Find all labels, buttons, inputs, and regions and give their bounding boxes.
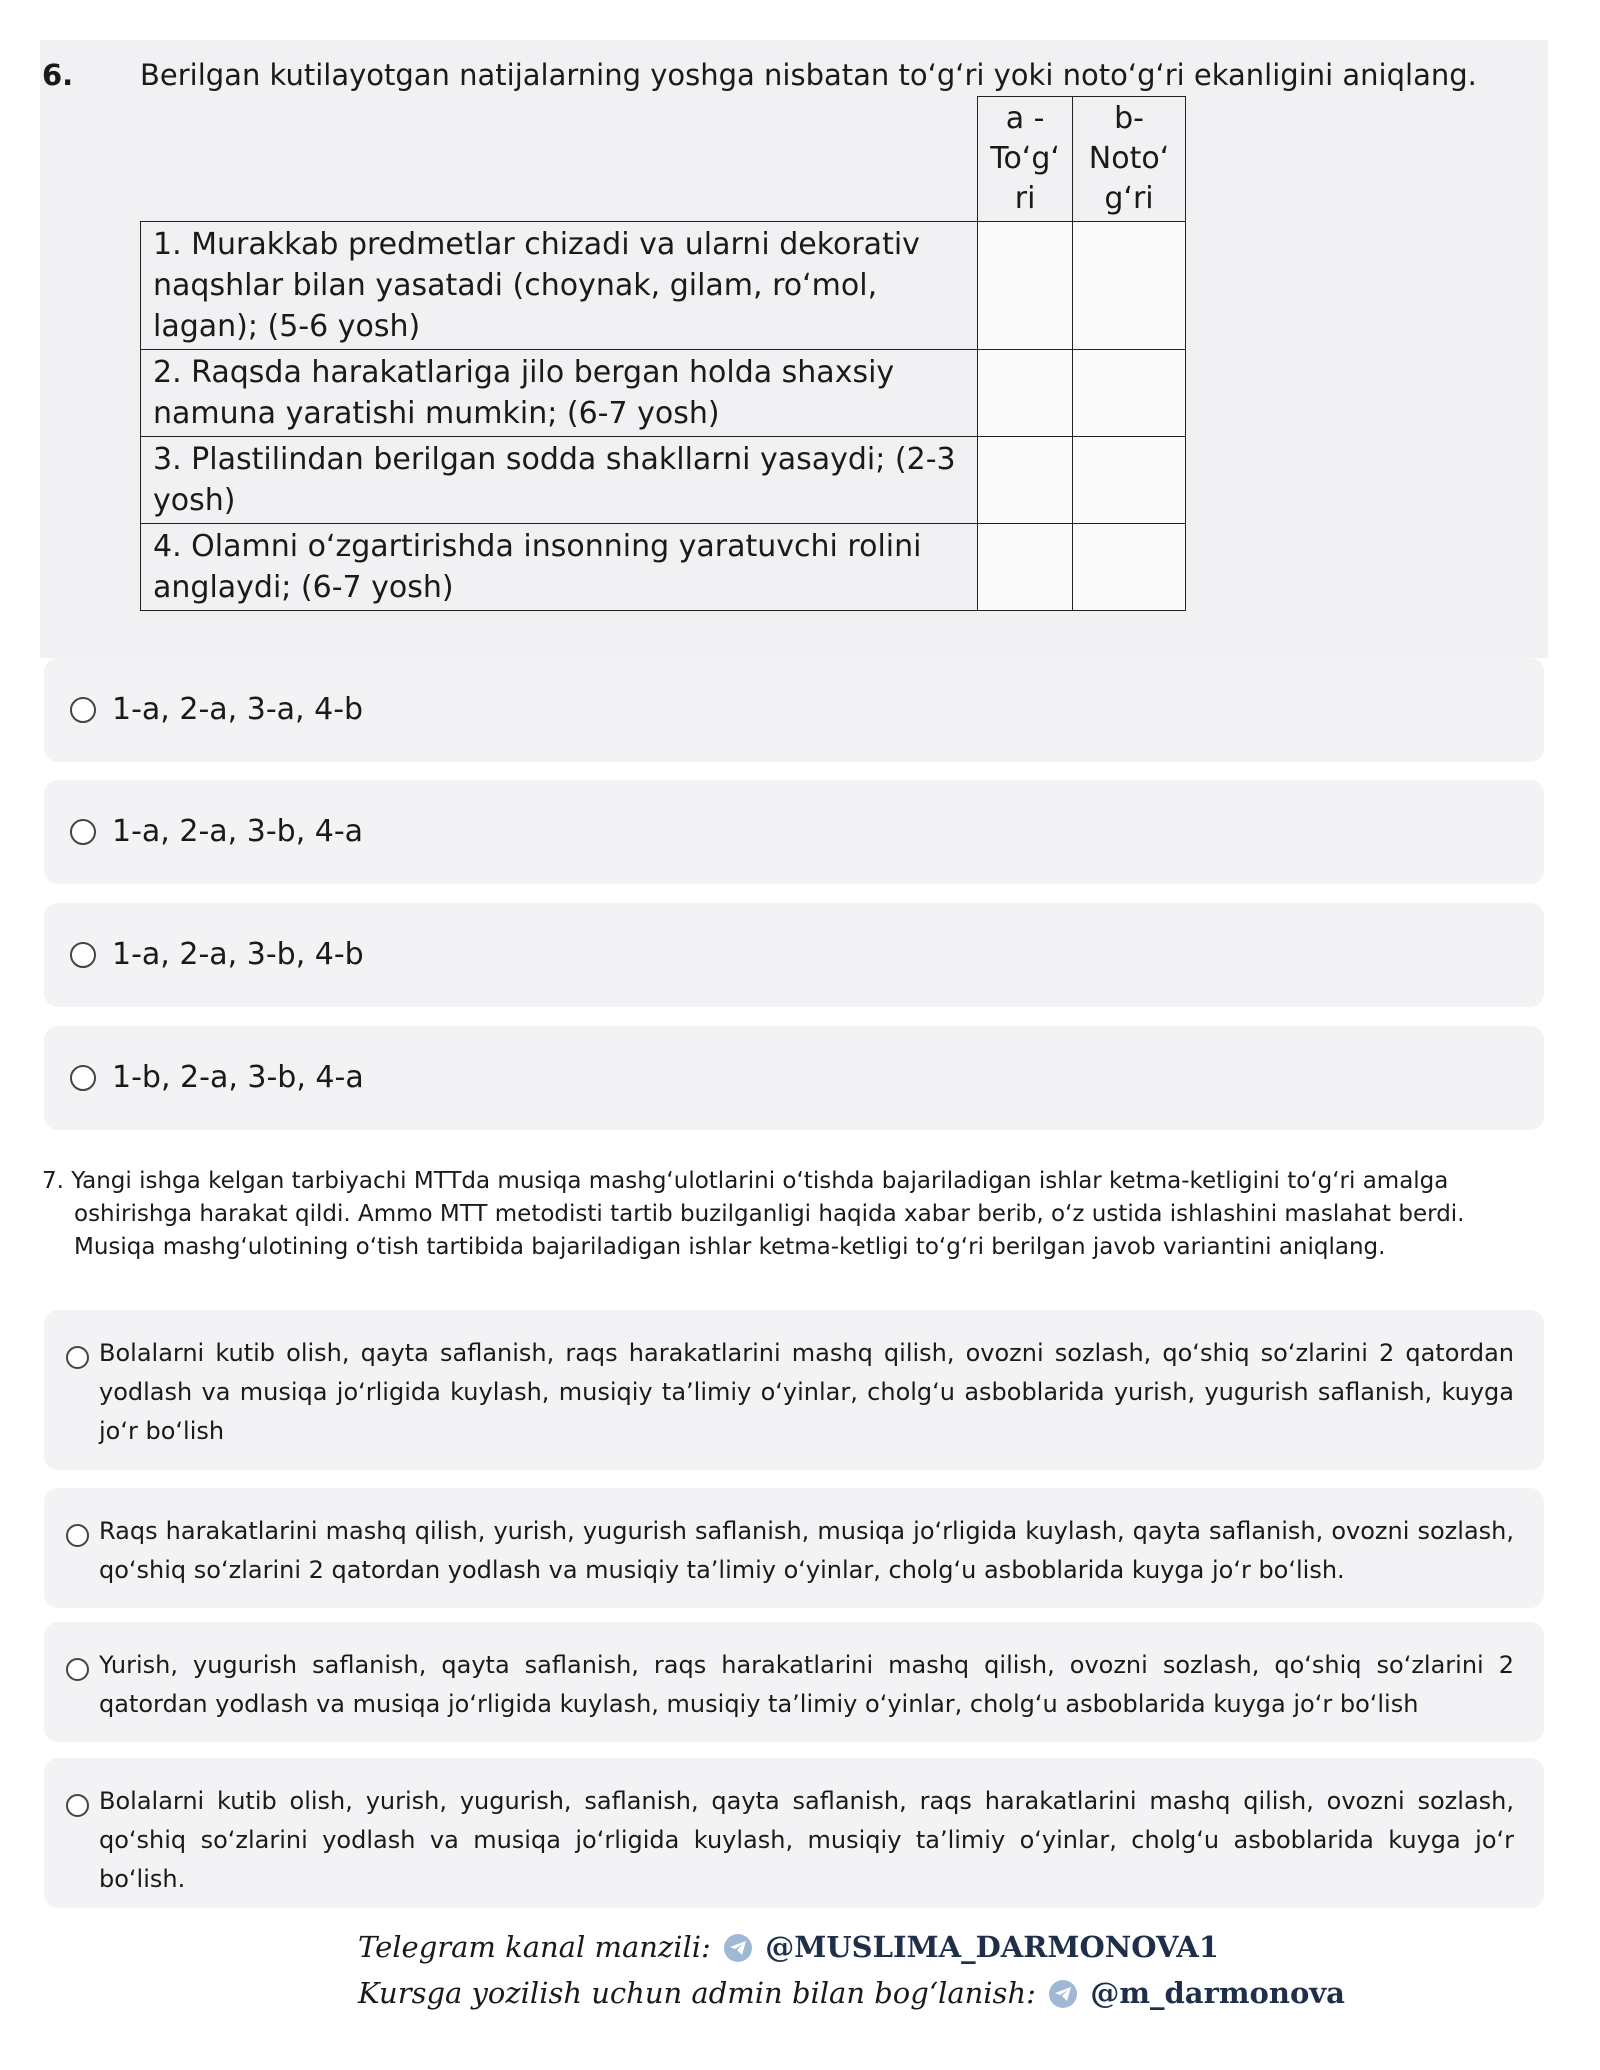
- q6-option-4[interactable]: [44, 1026, 1544, 1130]
- radio-button[interactable]: [70, 942, 96, 968]
- matching-table: [140, 96, 1186, 611]
- question-7-line-1: 7. Yangi ishga kelgan tarbiyachi MTTda musiqa mashg‘ulotlarini o‘tishda bajariladigan ishlar ketma-ketligini to‘g‘ri amalga: [42, 1168, 1449, 1194]
- answer-cell-1b[interactable]: [1073, 222, 1186, 350]
- q7-option-3[interactable]: [44, 1622, 1544, 1742]
- question-6-title: Berilgan kutilayotgan natijalarning yoshga nisbatan to‘g‘ri yoki noto‘g‘ri ekanligini aniqlang.: [140, 58, 1477, 92]
- option-label: 1-a, 2-a, 3-a, 4-b: [112, 692, 364, 727]
- statement-1: 1. Murakkab predmetlar chizadi va ularni dekorativ naqshlar bilan yasatadi (choynak, gilam, ro‘mol, lagan); (5-6 yosh): [141, 222, 978, 350]
- option-label: 1-b, 2-a, 3-b, 4-a: [112, 1060, 364, 1095]
- radio-button[interactable]: [66, 1346, 89, 1369]
- answer-cell-3b[interactable]: [1073, 437, 1186, 524]
- answer-cell-2a[interactable]: [978, 350, 1073, 437]
- footer-label: Kursga yozilish uchun admin bilan bog‘lanish:: [358, 1976, 1036, 2010]
- question-6-number: 6.: [42, 58, 74, 92]
- telegram-channel-link[interactable]: @MUSLIMA_DARMONOVA1: [765, 1930, 1219, 1964]
- telegram-icon: [1049, 1980, 1077, 2008]
- footer-line-1: [358, 1930, 1358, 1964]
- q6-option-2[interactable]: [44, 780, 1544, 884]
- footer-label: Telegram kanal manzili:: [358, 1930, 711, 1964]
- q6-option-1[interactable]: [44, 658, 1544, 762]
- answer-cell-4b[interactable]: [1073, 524, 1186, 611]
- radio-button[interactable]: [66, 1524, 89, 1547]
- column-header-a: a - To‘g‘ ri: [978, 97, 1073, 222]
- q6-option-3[interactable]: [44, 903, 1544, 1007]
- option-label: Bolalarni kutib olish, qayta saflanish, raqs harakatlarini mashq qilish, ovozni sozlash, qo‘shiq so‘zlarini 2 qatordan yodlash va musiqa jo‘rligida kuylash, musiqiy ta’limiy o‘yinlar, cholg‘u asboblarida yurish, yugurish saflanish, kuyga jo‘r bo‘lish: [99, 1339, 1514, 1445]
- question-7-line-3: Musiqa mashg‘ulotining o‘tish tartibida bajariladigan ishlar ketma-ketligi to‘g‘ri berilgan javob variantini aniqlang.: [74, 1234, 1386, 1260]
- telegram-admin-link[interactable]: @m_darmonova: [1090, 1976, 1345, 2010]
- column-header-b: b- Noto‘ g‘ri: [1073, 97, 1186, 222]
- table-corner-cell: [141, 97, 978, 222]
- radio-button[interactable]: [70, 1065, 96, 1091]
- statement-3: 3. Plastilindan berilgan sodda shakllarni yasaydi; (2-3 yosh): [141, 437, 978, 524]
- footer-line-2: [358, 1976, 1358, 2010]
- answer-cell-3a[interactable]: [978, 437, 1073, 524]
- answer-cell-2b[interactable]: [1073, 350, 1186, 437]
- option-label: Raqs harakatlarini mashq qilish, yurish, yugurish saflanish, musiqa jo‘rligida kuylash, qayta saflanish, ovozni sozlash, qo‘shiq so‘zlarini 2 qatordan yodlash va musiqiy ta’limiy o‘yinlar, cholg‘u asboblarida kuyga jo‘r bo‘lish.: [99, 1517, 1514, 1584]
- radio-button[interactable]: [66, 1794, 89, 1817]
- answer-cell-1a[interactable]: [978, 222, 1073, 350]
- q7-option-4[interactable]: [44, 1758, 1544, 1908]
- radio-button[interactable]: [70, 697, 96, 723]
- q7-option-1[interactable]: [44, 1310, 1544, 1470]
- answer-cell-4a[interactable]: [978, 524, 1073, 611]
- option-label: 1-a, 2-a, 3-b, 4-b: [112, 937, 364, 972]
- table-row: [141, 222, 1186, 350]
- question-7-line-2: oshirishga harakat qildi. Ammo MTT metodisti tartib buzilganligi haqida xabar berib, o‘z ustida ishlashini maslahat berdi.: [74, 1201, 1465, 1227]
- option-label: Bolalarni kutib olish, yurish, yugurish, saflanish, qayta saflanish, raqs harakatlarini mashq qilish, ovozni sozlash, qo‘shiq so‘zlarini yodlash va musiqa jo‘rligida kuylash, musiqiy ta’limiy o‘yinlar, cholg‘u asboblarida kuyga jo‘r bo‘lish.: [99, 1787, 1514, 1893]
- option-label: Yurish, yugurish saflanish, qayta saflanish, raqs harakatlarini mashq qilish, ovozni sozlash, qo‘shiq so‘zlarini 2 qatordan yodlash va musiqa jo‘rligida kuylash, musiqiy ta’limiy o‘yinlar, cholg‘u asboblarida kuyga jo‘r bo‘lish: [99, 1651, 1514, 1718]
- radio-button[interactable]: [70, 819, 96, 845]
- statement-4: 4. Olamni o‘zgartirishda insonning yaratuvchi rolini anglaydi; (6-7 yosh): [141, 524, 978, 611]
- q7-option-2[interactable]: [44, 1488, 1544, 1608]
- option-label: 1-a, 2-a, 3-b, 4-a: [112, 814, 364, 849]
- telegram-icon: [724, 1934, 752, 1962]
- table-header-row: [141, 97, 1186, 222]
- question-7-text: [42, 1165, 1552, 1264]
- table-row: [141, 524, 1186, 611]
- radio-button[interactable]: [66, 1658, 89, 1681]
- table-row: [141, 350, 1186, 437]
- table-row: [141, 437, 1186, 524]
- statement-2: 2. Raqsda harakatlariga jilo bergan holda shaxsiy namuna yaratishi mumkin; (6-7 yosh): [141, 350, 978, 437]
